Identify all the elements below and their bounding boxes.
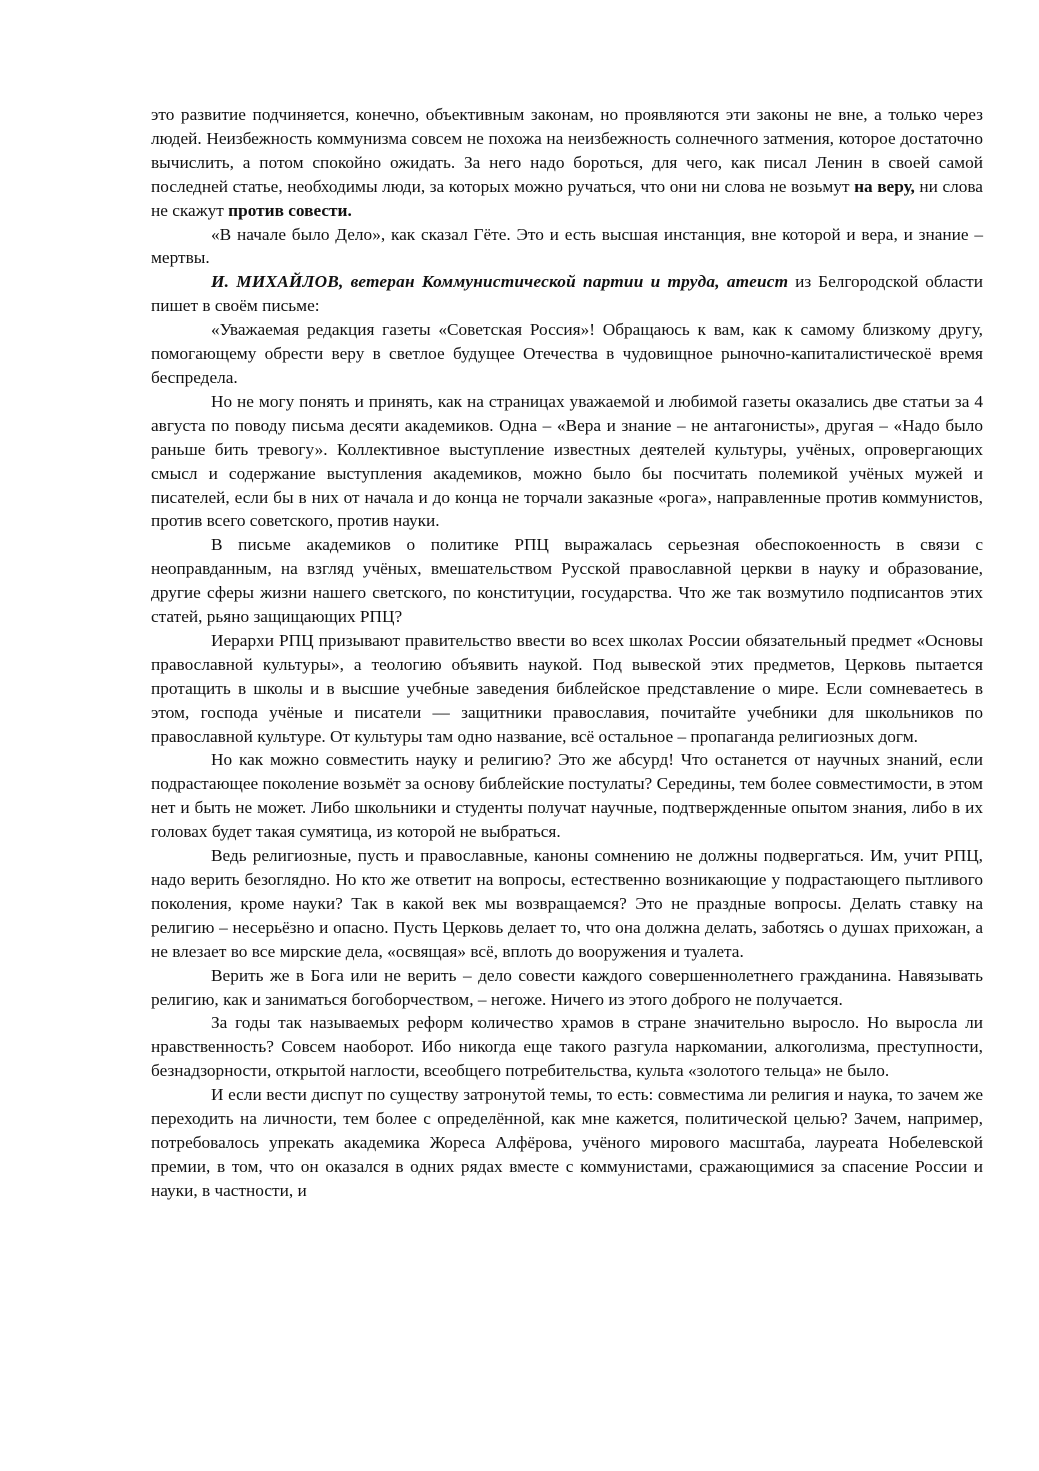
paragraph-text: это развитие подчиняется, конечно, объективным законам, но проявляются эти законы не вне, а только через людей. Неизбежность коммунизма совсем не похожа на неизбежность солнечного затмения, которое достаточно вычислить, а потом спокойно ожидать. За него надо бороться, для чего, как писал Ленин в своей самой последней статье, необходимы люди, за которых можно ручаться, что они ни слова не возьмут bbox=[151, 105, 983, 196]
paragraph-two-articles: Но не могу понять и принять, как на страницах уважаемой и любимой газеты оказались две статьи за 4 августа по поводу письма десяти академиков. Одна – «Вера и знание – не антагонисты», другая – «Надо было раньше бить тревогу». Коллективное выступление известных деятелей культуры, учёных, опровергающих смысл и содержание выступления академиков, можно было бы посчитать полемикой учёных мужей и писателей, если бы в них от начала и до конца не торчали заказные «рога», направленные против коммунистов, против всего советского, против науки. bbox=[151, 391, 983, 531]
paragraph-belief: Верить же в Бога или не верить – дело совести каждого совершеннолетнего гражданина. Навязывать религию, как и заниматься богоборчеством, – негоже. Ничего из этого доброго не получается. bbox=[151, 965, 983, 1009]
paragraph-debate: И если вести диспут по существу затронутой темы, то есть: совместима ли религия и наука, то зачем же переходить на личности, тем более с определённой, как мне кажется, политической целью? Зачем, например, потребовалось упрекать академика Жореса Алфёрова, учёного мирового масштаба, лауреата Нобелевской премии, в том, что он оказался в одних рядах вместе с коммунистами, сражающимися за спасение России и науки, в частности, и bbox=[151, 1085, 983, 1200]
paragraph-academicians-letter: В письме академиков о политике РПЦ выражалась серьезная обеспокоенность в связи с неоправданным, на взгляд учёных, вмешательством Русской православной церкви в науку и образование, другие сферы жизни нашего светского, по конституции, государства. Что же так возмутило подписантов этих статей, рьяно защищающих РПЦ? bbox=[151, 535, 983, 627]
paragraph-letter-intro bbox=[151, 270, 983, 318]
bold-phrase-conscience: против совести. bbox=[228, 200, 352, 220]
paragraph-canons: Ведь религиозные, пусть и православные, каноны сомнению не должны подвергаться. Им, учит РПЦ, надо верить безоглядно. Но кто же ответит на вопросы, естественно возникающие у подрастающего пытливого поколения, кроме науки? Так в какой век мы возвращаемся? Это не праздные вопросы. Делать ставку на религию – несерьёзно и опасно. Пусть Церковь делает то, что она должна делать, заботясь о душах прихожан, а не влезает во все мирские дела, «освящая» всё, вплоть до вооружения и туалета. bbox=[151, 846, 983, 961]
paragraph-letter-greeting: «Уважаемая редакция газеты «Советская Россия»! Обращаюсь к вам, как к самому близкому другу, помогающему обрести веру в светлое будущее Отечества в чудовищное рыночно-капиталистическоё время беспредела. bbox=[151, 320, 983, 387]
paragraph-text: ни слова не скажут bbox=[151, 176, 983, 220]
paragraph-continuation bbox=[151, 103, 983, 223]
bold-phrase-faith: на веру, bbox=[854, 176, 915, 196]
paragraph-hierarchs: Иерархи РПЦ призывают правительство ввести во всех школах России обязательный предмет «Основы православной культуры», а теологию объявить наукой. Под вывеской этих предметов, Церковь пытается протащить в школы и в высшие учебные заведения библейское представление о мире. Если сомневаетесь в этом, господа учёные и писатели — защитники православия, почитайте учебники для школьников по православной культуре. От культуры там одно название, всё остальное – пропаганда религиозных догм. bbox=[151, 630, 983, 746]
document-page bbox=[151, 103, 983, 1203]
author-byline: И. МИХАЙЛОВ, ветеран Коммунистической партии и труда, атеист bbox=[211, 272, 789, 292]
paragraph-reforms: За годы так называемых реформ количество храмов в стране значительно выросло. Но выросла ли нравственность? Совсем наоборот. Ибо никогда еще такого разгула наркомании, алкоголизма, преступности, безнадзорности, открытой наглости, всеобщего потребительства, культа «золотого тельца» не было. bbox=[151, 1013, 983, 1081]
paragraph-science-religion: Но как можно совместить науку и религию? Это же абсурд! Что останется от научных знаний, если подрастающее поколение возьмёт за основу библейские постулаты? Середины, тем более совместимости, в этом нет и быть не может. Либо школьники и студенты получат научные, подтвержденные опытом знания, либо в их головах будет такая сумятица, из которой не выбраться. bbox=[151, 750, 983, 842]
paragraph-text: из Белгородской области пишет в своём письме: bbox=[151, 272, 983, 316]
paragraph-goethe-quote: «В начале было Дело», как сказал Гёте. Это и есть высшая инстанция, вне которой и вера, и знание – мертвы. bbox=[151, 224, 983, 268]
